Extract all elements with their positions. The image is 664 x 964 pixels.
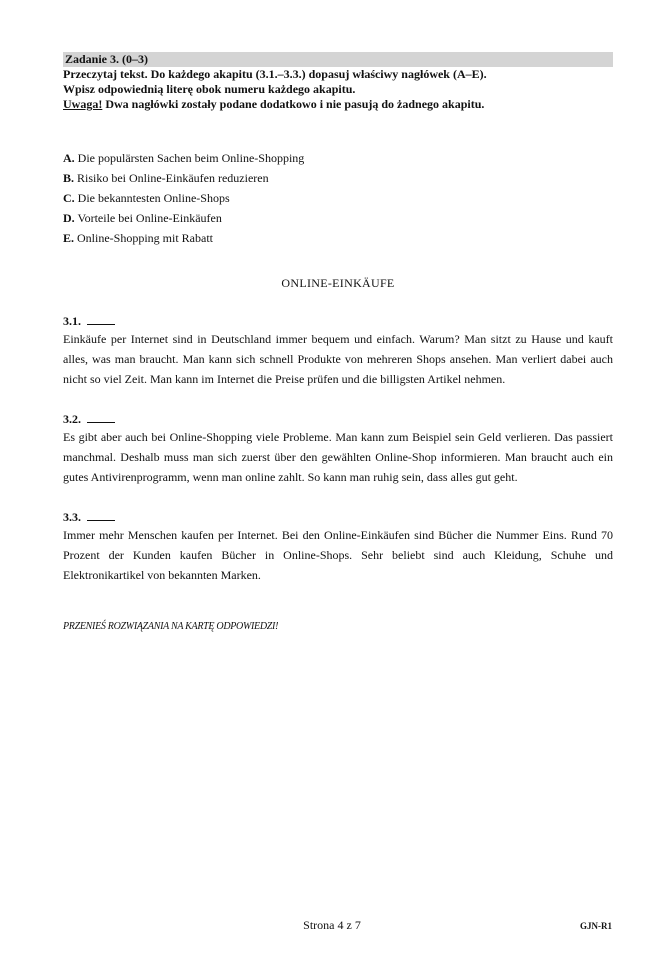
option-text: Vorteile bei Online-Einkäufen (77, 211, 222, 225)
paragraph-text: Es gibt aber auch bei Online-Shopping viele Probleme. Man kann zum Beispiel sein Geld verlieren. Das passiert manchmal. Deshalb muss man sich zuerst über den gewählten Online-Shop informieren. Man braucht auch ein gutes Antivirenprogramm, wenn man online zahlt. So kann man ruhig sein, dass alles gut geht. (63, 430, 613, 484)
option-letter: E. (63, 231, 75, 245)
answer-blank[interactable] (87, 510, 115, 521)
transfer-note: PRZENIEŚ ROZWIĄZANIA NA KARTĘ ODPOWIEDZI! (63, 621, 279, 632)
task-instruction: Przeczytaj tekst. Do każdego akapitu (3.1.–3.3.) dopasuj właściwy nagłówek (A–E). (63, 67, 487, 81)
option-letter: A. (63, 151, 75, 165)
option-c (63, 188, 613, 208)
option-letter: D. (63, 211, 75, 225)
option-text: Die populärsten Sachen beim Online-Shopping (77, 151, 305, 165)
option-b (63, 168, 613, 188)
option-text: Die bekanntesten Online-Shops (77, 191, 230, 205)
exam-code: GJN-R1 (580, 921, 612, 931)
paragraph-text: Einkäufe per Internet sind in Deutschland immer bequem und einfach. Warum? Man sitzt zu Hause und kauft alles, was man braucht. Man kann sich schnell Produkte von mehreren Shops ansehen. Man verliert dabei auch nicht so viel Zeit. Man kann im Internet die Preise prüfen und die billigsten Artikel nehmen. (63, 332, 613, 386)
option-letter: B. (63, 171, 75, 185)
task-header: Zadanie 3. (0–3) (63, 52, 613, 67)
answer-blank[interactable] (87, 314, 115, 325)
option-a (63, 148, 613, 168)
paragraph-3-2 (63, 411, 613, 487)
paragraph-number: 3.1. (63, 314, 81, 328)
option-letter: C. (63, 191, 75, 205)
page-number: Strona 4 z 7 (303, 918, 361, 932)
task-instruction-2: Wpisz odpowiednią literę obok numeru każdego akapitu. (63, 82, 356, 96)
paragraph-number: 3.3. (63, 510, 81, 524)
paragraph-number: 3.2. (63, 412, 81, 426)
paragraph-3-3 (63, 509, 613, 585)
paragraph-text: Immer mehr Menschen kaufen per Internet. Bei den Online-Einkäufen sind Bücher die Nummer Eins. Rund 70 Prozent der Kunden kaufen Bücher in Online-Shops. Sehr beliebt sind auch Kleidung, Schuhe und Elektronikartikel von bekannten Marken. (63, 528, 613, 582)
note-label: Uwaga! (63, 97, 103, 111)
text-title: ONLINE-EINKÄUFE (281, 276, 395, 290)
heading-options (63, 148, 613, 248)
answer-blank[interactable] (87, 412, 115, 423)
paragraph-3-1 (63, 313, 613, 389)
option-text: Risiko bei Online-Einkäufen reduzieren (77, 171, 269, 185)
task-note (63, 97, 613, 112)
option-e (63, 228, 613, 248)
exam-page (63, 52, 613, 632)
note-text: Dwa nagłówki zostały podane dodatkowo i nie pasują do żadnego akapitu. (102, 97, 485, 111)
option-d (63, 208, 613, 228)
option-text: Online-Shopping mit Rabatt (77, 231, 214, 245)
